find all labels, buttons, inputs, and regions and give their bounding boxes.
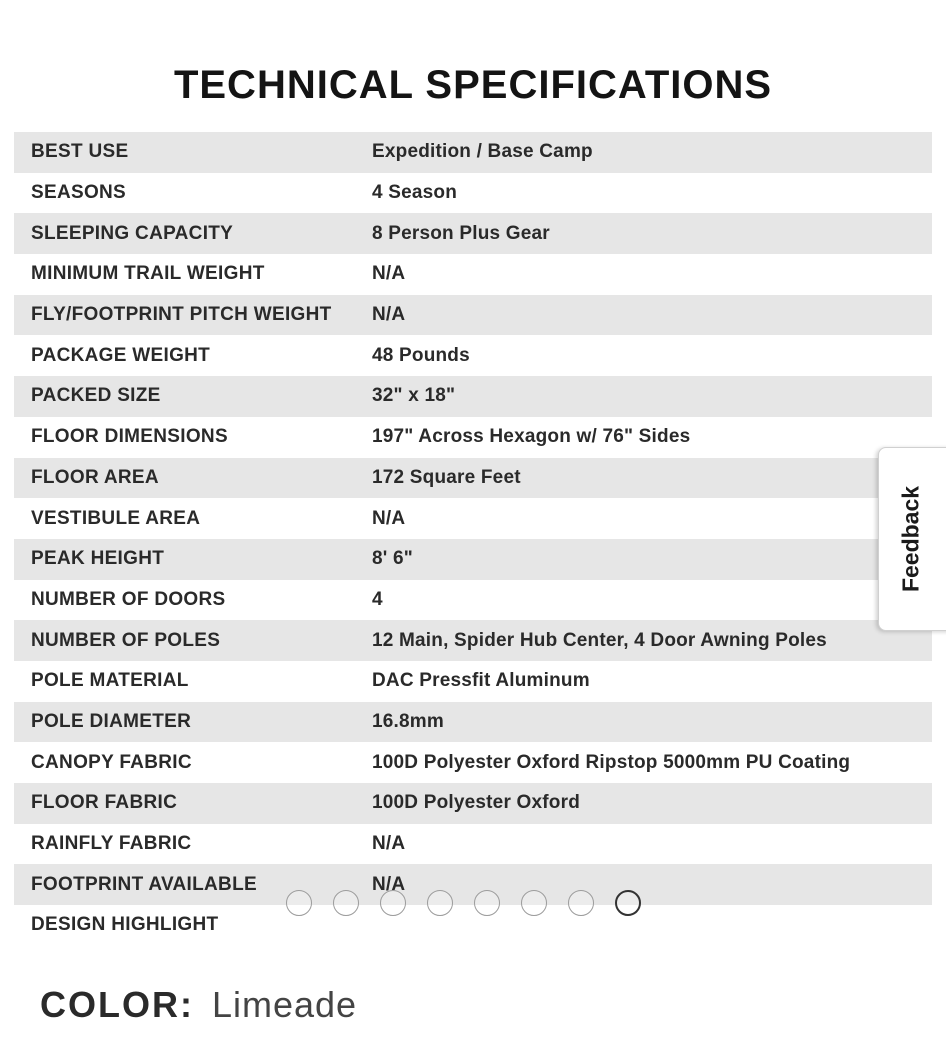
spec-label: FOOTPRINT AVAILABLE (31, 873, 257, 895)
spec-value: 197" Across Hexagon w/ 76" Sides (372, 426, 691, 448)
spec-row-pole-material (14, 661, 932, 702)
spec-value: 32" x 18" (372, 385, 456, 407)
spec-row-number-of-poles (14, 620, 932, 661)
spec-row-floor-area (14, 458, 932, 499)
spec-value: 100D Polyester Oxford Ripstop 5000mm PU Coating (372, 751, 851, 773)
spec-value: 4 (372, 588, 383, 610)
spec-label: FLOOR DIMENSIONS (31, 426, 228, 448)
color-selection (40, 984, 357, 1026)
spec-label: SLEEPING CAPACITY (31, 222, 234, 244)
feedback-button[interactable] (878, 447, 946, 631)
color-label: COLOR: (40, 984, 194, 1025)
spec-label: VESTIBULE AREA (31, 507, 201, 529)
carousel-dot[interactable] (568, 890, 594, 916)
spec-value: 100D Polyester Oxford (372, 792, 581, 814)
spec-value: 4 Season (372, 182, 458, 204)
spec-row-floor-fabric (14, 783, 932, 824)
spec-row-best-use (14, 132, 932, 173)
spec-row-rainfly-fabric (14, 824, 932, 865)
spec-value: N/A (372, 263, 406, 285)
spec-value: Expedition / Base Camp (372, 141, 593, 163)
spec-value: DAC Pressfit Aluminum (372, 670, 590, 692)
color-value: Limeade (211, 984, 358, 1025)
spec-label: DESIGN HIGHLIGHT (31, 914, 219, 936)
spec-row-vestibule-area (14, 498, 932, 539)
spec-row-sleeping-capacity (14, 213, 932, 254)
spec-label: RAINFLY FABRIC (31, 833, 192, 855)
spec-value: N/A (372, 507, 406, 529)
spec-row-floor-dimensions (14, 417, 932, 458)
spec-value: 48 Pounds (372, 344, 470, 366)
spec-value: 8 Person Plus Gear (372, 222, 550, 244)
carousel-dot[interactable] (333, 890, 359, 916)
spec-row-package-weight (14, 335, 932, 376)
spec-label: SEASONS (31, 182, 127, 204)
spec-row-pole-diameter (14, 702, 932, 743)
spec-label: FLY/FOOTPRINT PITCH WEIGHT (31, 304, 332, 326)
spec-label: CANOPY FABRIC (31, 751, 192, 773)
spec-value: N/A (372, 304, 406, 326)
page-title: TECHNICAL SPECIFICATIONS (173, 62, 773, 107)
spec-value: N/A (372, 873, 406, 895)
carousel-dot[interactable] (474, 890, 500, 916)
carousel-dot[interactable] (427, 890, 453, 916)
spec-label: PACKED SIZE (31, 385, 161, 407)
spec-label: POLE MATERIAL (31, 670, 189, 692)
spec-label: PACKAGE WEIGHT (31, 344, 211, 366)
spec-label: FLOOR FABRIC (31, 792, 178, 814)
spec-label: PEAK HEIGHT (31, 548, 165, 570)
carousel-dot[interactable] (380, 890, 406, 916)
spec-label: MINIMUM TRAIL WEIGHT (31, 263, 265, 285)
spec-table (14, 132, 932, 946)
feedback-label: Feedback (897, 485, 924, 593)
spec-row-packed-size (14, 376, 932, 417)
spec-label: NUMBER OF DOORS (31, 588, 226, 610)
spec-row-peak-height (14, 539, 932, 580)
spec-row-number-of-doors (14, 580, 932, 621)
spec-row-canopy-fabric (14, 742, 932, 783)
spec-label: BEST USE (31, 141, 129, 163)
spec-row-minimum-trail-weight (14, 254, 932, 295)
spec-label: NUMBER OF POLES (31, 629, 221, 651)
spec-value: 8' 6" (372, 548, 413, 570)
spec-value: 172 Square Feet (372, 466, 521, 488)
spec-row-seasons (14, 173, 932, 214)
spec-value: 16.8mm (372, 710, 444, 732)
carousel-pagination (286, 890, 641, 916)
spec-value: 12 Main, Spider Hub Center, 4 Door Awning Poles (372, 629, 827, 651)
spec-label: FLOOR AREA (31, 466, 159, 488)
carousel-dot-active[interactable] (615, 890, 641, 916)
spec-row-fly-footprint-pitch-weight (14, 295, 932, 336)
carousel-dot[interactable] (521, 890, 547, 916)
spec-label: POLE DIAMETER (31, 710, 192, 732)
carousel-dot[interactable] (286, 890, 312, 916)
spec-value: N/A (372, 833, 406, 855)
